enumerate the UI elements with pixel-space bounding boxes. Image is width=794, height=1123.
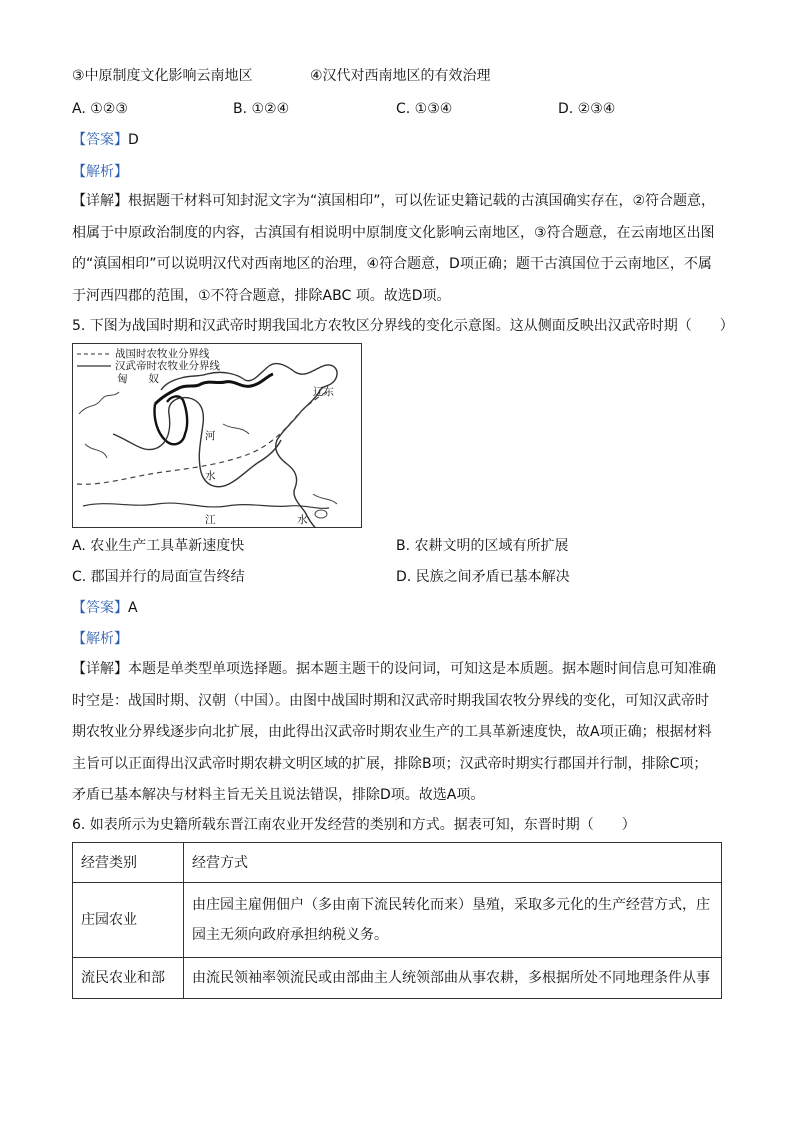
q4-detail-line: 于河西四郡的范围，①不符合题意，排除ABC 项。故选D项。 xyxy=(72,287,451,304)
map-label-shui: 水 xyxy=(297,514,308,526)
map-label-liaodong: 辽东 xyxy=(313,386,334,398)
q4-detail-line: 相属于中原政治制度的内容，古滇国有相说明中原制度文化影响云南地区，③符合题意，在云南地区出图 xyxy=(72,224,715,241)
q5-answer-line xyxy=(72,598,138,618)
table-row xyxy=(73,883,722,958)
terrain-line xyxy=(313,494,337,504)
q5-answer-tag: 【答案】 xyxy=(72,600,128,616)
warring-boundary xyxy=(77,390,329,484)
q4-option-c: C. ①③④ xyxy=(396,101,453,117)
terrain-line xyxy=(85,444,107,458)
q5-analysis-tag: 【解析】 xyxy=(72,631,128,647)
q5-option-d: D. 民族之间矛盾已基本解决 xyxy=(396,569,570,585)
q6-table xyxy=(72,842,722,999)
q4-answer-value: D xyxy=(128,132,139,148)
q6-stem: 6. 如表所示为史籍所载东晋江南农业开发经营的类别和方式。据表可知，东晋时期（ ） xyxy=(72,817,636,833)
q4-analysis-tag: 【解析】 xyxy=(72,164,128,180)
legend-han-label: 汉武帝时农牧业分界线 xyxy=(115,360,220,372)
q5-detail-line: 【详解】本题是单类型单项选择题。据本题主题干的设问词，可知这是本质题。据本题时间信息可知准确 xyxy=(72,661,716,677)
q4-option-d: D. ②③④ xyxy=(558,101,616,117)
table-cell-method xyxy=(184,883,722,958)
table-cell-line: 由庄园主雇佣佃户（多由南下流民转化而来）垦殖，采取多元化的生产经营方式，庄 xyxy=(192,897,710,913)
q5-stem: 5. 下图为战国时期和汉武帝时期我国北方农牧区分界线的变化示意图。这从侧面反映出汉武帝时期（ ） xyxy=(72,318,734,334)
table-row xyxy=(73,958,722,999)
q5-detail-line: 矛盾已基本解决与材料主旨无关且说法错误，排除D项。故选A项。 xyxy=(72,787,485,803)
yangtze-river xyxy=(83,503,329,508)
table-cell-category: 流民农业和部 xyxy=(73,958,184,999)
map-label-shui: 水 xyxy=(205,470,216,482)
q4-detail xyxy=(72,186,722,312)
q4-answer-tag: 【答案】 xyxy=(72,132,128,148)
q5-map-figure xyxy=(72,343,362,528)
terrain-line xyxy=(223,424,249,434)
q5-answer-value: A xyxy=(128,600,138,616)
map-label-jiang: 江 xyxy=(205,514,216,526)
q4-detail-line: 【详解】根据题干材料可知封泥文字为“滇国相印”，可以佐证史籍记载的古滇国确实存在，②符合题意， xyxy=(72,193,716,209)
legend-warring-label: 战国时农牧业分界线 xyxy=(115,348,210,360)
table-header-cell: 经营方式 xyxy=(184,843,722,883)
table-header-cell: 经营类别 xyxy=(73,843,184,883)
island-shape xyxy=(315,510,327,518)
q4-item-3: ③中原制度文化影响云南地区 xyxy=(72,68,253,84)
table-header-row xyxy=(73,843,722,883)
q4-option-a: A. ①②③ xyxy=(72,101,128,117)
q4-option-b: B. ①②④ xyxy=(233,101,290,117)
table-cell-line: 由流民领袖率领流民或由部曲主人统领部曲从事农耕，多根据所处不同地理条件从事 xyxy=(192,970,710,986)
q5-option-b: B. 农耕文明的区域有所扩展 xyxy=(396,538,569,554)
table-cell-line: 园主无须向政府承担纳税义务。 xyxy=(192,927,388,943)
map-label-he: 河 xyxy=(205,430,216,442)
table-cell-category: 庄园农业 xyxy=(73,883,184,958)
yellow-river xyxy=(113,398,281,487)
q5-option-a: A. 农业生产工具革新速度快 xyxy=(72,538,245,554)
table-cell-method xyxy=(184,958,722,999)
terrain-line xyxy=(79,392,119,414)
map-label-xiongnu: 匈 奴 xyxy=(117,373,159,385)
q5-detail-line: 时空是：战国时期、汉朝（中国）。由图中战国时期和汉武帝时期我国农牧分界线的变化，可知汉武帝时 xyxy=(72,692,709,709)
coastline xyxy=(161,364,337,528)
q4-item-4: ④汉代对西南地区的有效治理 xyxy=(310,68,491,84)
q5-detail-line: 期农牧业分界线逐步向北扩展，由此得出汉武帝时期农业生产的工具革新速度快，故A项正确；根据材料 xyxy=(72,724,712,740)
q5-detail-line: 主旨可以正面得出汉武帝时期农耕文明区域的扩展，排除B项；汉武帝时期实行郡国并行制，排除C项； xyxy=(72,755,708,772)
q4-detail-line: 的“滇国相印”可以说明汉代对西南地区的治理，④符合题意，D项正确；题干古滇国位于云南地区，不属 xyxy=(72,256,712,272)
q4-answer-line xyxy=(72,130,139,150)
q5-option-c: C. 郡国并行的局面宣告终结 xyxy=(72,569,245,585)
q5-detail xyxy=(72,654,722,812)
